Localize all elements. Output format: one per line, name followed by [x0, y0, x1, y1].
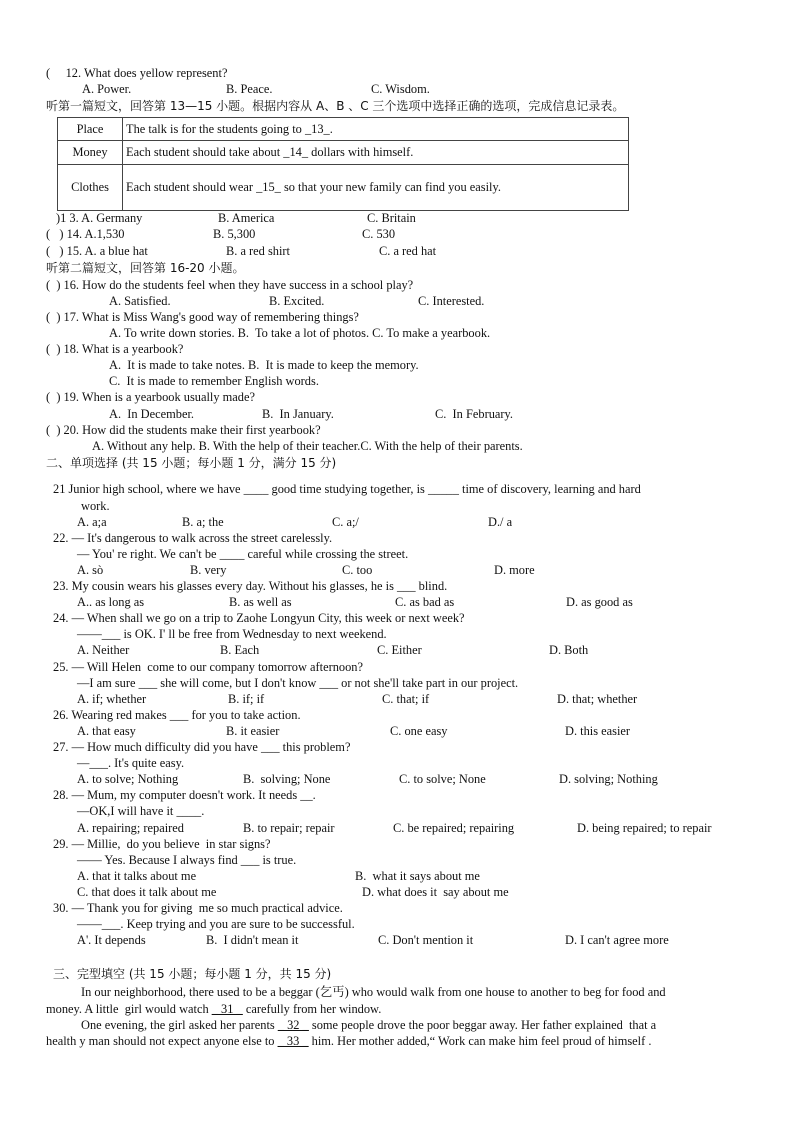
section-part1-instruction: 听第一篇短文，回答第 13—15 小题。根据内容从 A、B 、C 三个选项中选择正确的选项，完成信息记录表。 [46, 99, 625, 113]
q29-line2: —— Yes. Because I always find ___ is true. [77, 853, 297, 867]
q25-option-a: A. if; whether [77, 692, 147, 706]
table-head-clothes: Clothes [58, 165, 123, 211]
para2-text-b: some people drove the poor beggar away. Her father explained that a [308, 1018, 657, 1032]
q12-option-b: B. Peace. [226, 82, 273, 96]
para2-line1 [81, 1018, 656, 1033]
para2-text-c: health y man should not expect anyone else to [46, 1034, 278, 1048]
q23-option-a: A.. as long as [77, 595, 145, 609]
table-row [58, 141, 629, 165]
q28-option-c: C. be repaired; repairing [393, 821, 515, 835]
para1-line1: In our neighborhood, there used to be a beggar (乞丐) who would walk from one house to another to beg for food and [81, 985, 666, 999]
q27-line1: 27. — How much difficulty did you have ___ this problem? [53, 740, 351, 754]
q18-options-line2: C. It is made to remember English words. [109, 374, 319, 388]
q26-option-a: A. that easy [77, 724, 136, 738]
info-record-table [57, 117, 629, 211]
blank-33: _ 33 _ [277, 1034, 309, 1048]
q22-line2: — You' re right. We can't be ____ careful while crossing the street. [77, 547, 409, 561]
para1-text-b: carefully from her window. [242, 1002, 382, 1016]
q24-line1: 24. — When shall we go on a trip to Zaohe Longyun City, this week or next week? [53, 611, 465, 625]
q24-option-b: B. Each [220, 643, 260, 657]
q25-option-d: D. that; whether [557, 692, 638, 706]
table-head-place: Place [58, 118, 123, 141]
q29-option-d: D. what does it say about me [362, 885, 509, 899]
q24-line2: ——___ is OK. I' ll be free from Wednesday to next weekend. [77, 627, 387, 641]
q29-option-a: A. that it talks about me [77, 869, 197, 883]
q18-stem: ( ) 18. What is a yearbook? [46, 342, 184, 356]
para1-line2 [46, 1002, 381, 1017]
q14-option-c: C. 530 [362, 227, 396, 241]
q28-line2: —OK,I will have it ____. [77, 804, 205, 818]
q20-options: A. Without any help. B. With the help of their teacher.C. With the help of their parents. [92, 439, 523, 453]
q23-option-c: C. as bad as [395, 595, 455, 609]
q23-stem: 23. My cousin wears his glasses every day. Without his glasses, he is ___ blind. [53, 579, 448, 593]
q18-options-line1: A. It is made to take notes. B. It is made to keep the memory. [109, 358, 419, 372]
q28-option-a: A. repairing; repaired [77, 821, 184, 835]
q14-stem: ( ) 14. A.1,530 [46, 227, 125, 241]
q15-option-c: C. a red hat [379, 244, 437, 258]
q24-option-d: D. Both [549, 643, 589, 657]
q27-option-d: D. solving; Nothing [559, 772, 658, 786]
q19-option-b: B. In January. [262, 407, 334, 421]
table-row [58, 118, 629, 141]
q30-option-d: D. I can't agree more [565, 933, 669, 947]
q21-option-c: C. a;/ [332, 515, 359, 529]
q29-option-b: B. what it says about me [355, 869, 480, 883]
q28-option-b: B. to repair; repair [243, 821, 335, 835]
q28-line1: 28. — Mum, my computer doesn't work. It needs __. [53, 788, 316, 802]
q15-stem: ( ) 15. A. a blue hat [46, 244, 148, 258]
para2-line2 [46, 1034, 651, 1049]
q27-option-a: A. to solve; Nothing [77, 772, 179, 786]
q16-option-b: B. Excited. [269, 294, 325, 308]
q20-stem: ( ) 20. How did the students make their first yearbook? [46, 423, 321, 437]
q21-option-a: A. a;a [77, 515, 107, 529]
q21-option-b: B. a; the [182, 515, 224, 529]
q29-option-c: C. that does it talk about me [77, 885, 217, 899]
q27-option-c: C. to solve; None [399, 772, 486, 786]
q12-option-a: A. Power. [82, 82, 132, 96]
q24-option-a: A. Neither [77, 643, 130, 657]
q25-option-b: B. if; if [228, 692, 265, 706]
q27-line2: —___. It's quite easy. [77, 756, 185, 770]
q19-option-a: A. In December. [109, 407, 194, 421]
q30-option-c: C. Don't mention it [378, 933, 474, 947]
q30-line2: ——___. Keep trying and you are sure to be successful. [77, 917, 355, 931]
q15-option-b: B. a red shirt [226, 244, 291, 258]
q21-option-d: D./ a [488, 515, 513, 529]
q26-stem: 26. Wearing red makes ___ for you to take action. [53, 708, 301, 722]
q13-option-c: C. Britain [367, 211, 416, 225]
table-head-money: Money [58, 141, 123, 165]
q25-line2: —I am sure ___ she will come, but I don't know ___ or not she'll take part in our project. [77, 676, 519, 690]
q26-option-c: C. one easy [390, 724, 448, 738]
q30-option-a: A'. It depends [77, 933, 146, 947]
q16-option-c: C. Interested. [418, 294, 485, 308]
q28-option-d: D. being repaired; to repair [577, 821, 712, 835]
q14-option-b: B. 5,300 [213, 227, 256, 241]
q24-option-c: C. Either [377, 643, 422, 657]
q19-option-c: C. In February. [435, 407, 513, 421]
q22-option-b: B. very [190, 563, 227, 577]
q25-option-c: C. that; if [382, 692, 430, 706]
q22-line1: 22. — It's dangerous to walk across the street carelessly. [53, 531, 333, 545]
q23-option-d: D. as good as [566, 595, 633, 609]
q21-stem-cont: work. [81, 499, 110, 513]
section-part2-instruction: 听第二篇短文，回答第 16-20 小题。 [46, 261, 245, 275]
q25-line1: 25. — Will Helen come to our company tomorrow afternoon? [53, 660, 363, 674]
para2-text-d: him. Her mother added,“ Work can make him feel proud of himself . [308, 1034, 652, 1048]
para2-text-a: One evening, the girl asked her parents [81, 1018, 278, 1032]
q21-stem: 21 Junior high school, where we have ____ good time studying together, is _____ time of discovery, learning and hard [53, 482, 641, 496]
section2-title: 二、单项选择 (共 15 小题；每小题 1 分，满分 15 分) [46, 456, 337, 470]
q13-option-b: B. America [218, 211, 275, 225]
q16-stem: ( ) 16. How do the students feel when they have success in a school play? [46, 278, 414, 292]
q23-option-b: B. as well as [229, 595, 292, 609]
q22-option-d: D. more [494, 563, 535, 577]
q30-option-b: B. I didn't mean it [206, 933, 299, 947]
blank-32: _ 32 _ [277, 1018, 309, 1032]
q26-option-d: D. this easier [565, 724, 631, 738]
table-cell-money: Each student should take about _14_ dollars with himself. [123, 141, 629, 165]
q22-option-a: A. sò [77, 563, 104, 577]
q30-line1: 30. — Thank you for giving me so much practical advice. [53, 901, 343, 915]
para1-text-a: money. A little girl would watch [46, 1002, 212, 1016]
table-row [58, 165, 629, 211]
q16-option-a: A. Satisfied. [109, 294, 171, 308]
q12-stem: ( 12. What does yellow represent? [46, 66, 228, 80]
q19-stem: ( ) 19. When is a yearbook usually made? [46, 390, 255, 404]
q29-line1: 29. — Millie, do you believe in star signs? [53, 837, 271, 851]
table-cell-clothes: Each student should wear _15_ so that your new family can find you easily. [123, 165, 629, 211]
table-cell-place: The talk is for the students going to _13_. [123, 118, 629, 141]
section3-title: 三、完型填空 (共 15 小题；每小题 1 分，共 15 分) [53, 967, 332, 981]
q17-stem: ( ) 17. What is Miss Wang's good way of remembering things? [46, 310, 359, 324]
q22-option-c: C. too [342, 563, 373, 577]
q17-options: A. To write down stories. B. To take a lot of photos. C. To make a yearbook. [109, 326, 491, 340]
q26-option-b: B. it easier [226, 724, 280, 738]
q13-stem: )1 3. A. Germany [56, 211, 143, 225]
blank-31: _ 31 _ [211, 1002, 243, 1016]
q12-option-c: C. Wisdom. [371, 82, 430, 96]
q27-option-b: B. solving; None [243, 772, 331, 786]
